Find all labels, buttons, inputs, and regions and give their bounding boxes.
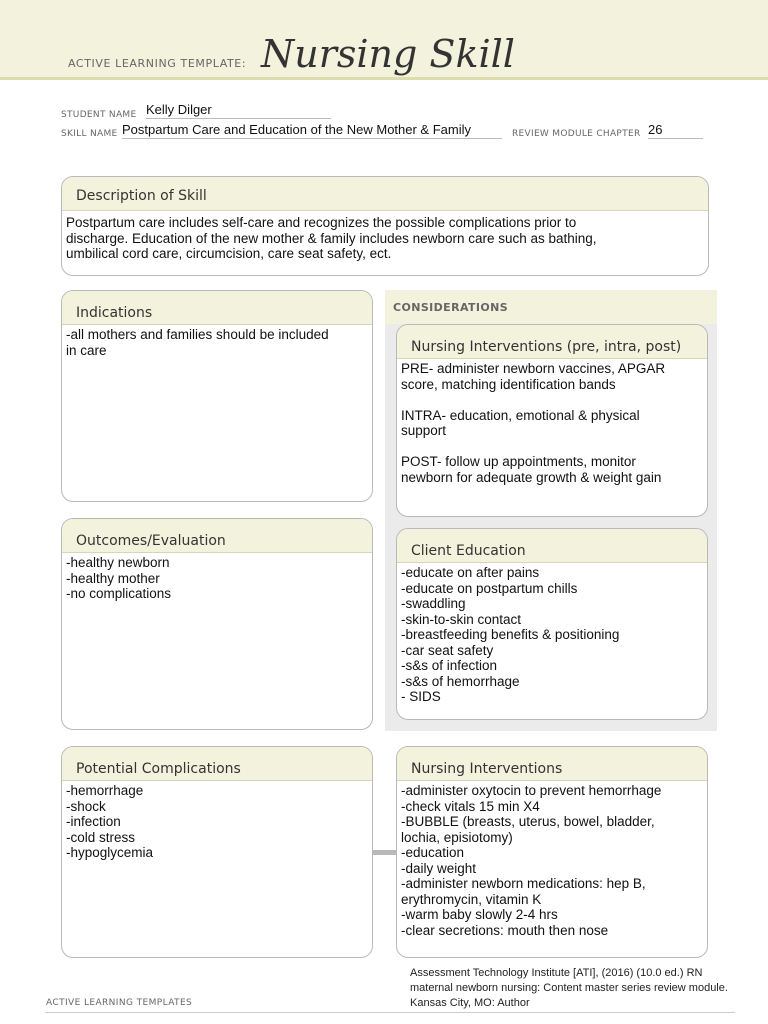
client-education-box — [396, 528, 708, 720]
considerations-label: CONSIDERATIONS — [393, 301, 509, 314]
client-education-title: Client Education — [397, 529, 707, 563]
nursing-interventions-text[interactable]: -administer oxytocin to prevent hemorrhage -check vitals 15 min X4 -BUBBLE (breasts, uterus, bowel, bladder, lochia, episiotomy) -education -daily weight -administer newborn medications: hep B, erythromycin, vitamin K -warm baby slowly 2-4 hrs -clear secretions: mouth then nose — [401, 783, 662, 938]
outcomes-text[interactable]: -healthy newborn -healthy mother -no complications — [66, 555, 172, 601]
page-title: Nursing Skill — [261, 32, 515, 76]
review-module-field[interactable]: 26 — [648, 122, 703, 139]
description-title: Description of Skill — [62, 177, 708, 211]
skill-name-field[interactable]: Postpartum Care and Education of the New Mother & Family — [122, 122, 502, 139]
outcomes-box — [61, 518, 373, 730]
nursing-interventions-ppp-box — [396, 324, 708, 517]
footer-label: ACTIVE LEARNING TEMPLATES — [46, 998, 193, 1008]
student-name-field[interactable]: Kelly Dilger — [146, 102, 331, 119]
description-text[interactable]: Postpartum care includes self-care and recognizes the possible complications prior to discharge. Education of the new mother & family includes newborn care such as bathing, umbilical cord care, circumcision, care seat safety, ect. — [66, 215, 597, 261]
nursing-interventions-ppp-title: Nursing Interventions (pre, intra, post) — [397, 325, 707, 359]
review-module-label: REVIEW MODULE CHAPTER — [512, 129, 641, 139]
nursing-interventions-box — [396, 746, 708, 958]
potential-complications-text[interactable]: -hemorrhage -shock -infection -cold stress -hypoglycemia — [66, 783, 154, 860]
indications-text[interactable]: -all mothers and families should be included in care — [66, 327, 329, 358]
nursing-interventions-ppp-text[interactable]: PRE- administer newborn vaccines, APGAR score, matching identification bands INTRA- education, emotional & physical support POST- follow up appointments, monitor newborn for adequate growth & weight gain — [401, 361, 666, 485]
citation-text: Assessment Technology Institute [ATI], (2016) (10.0 ed.) RN maternal newborn nursing: Content master series review module. Kansas City, MO: Author — [410, 967, 728, 1009]
template-label: ACTIVE LEARNING TEMPLATE: — [68, 57, 247, 70]
client-education-text[interactable]: -educate on after pains -educate on postpartum chills -swaddling -skin-to-skin contact -breastfeeding benefits & positioning -car seat safety -s&s of infection -s&s of hemorrhage - SIDS — [401, 565, 620, 704]
description-box — [61, 176, 709, 276]
outcomes-title: Outcomes/Evaluation — [62, 519, 372, 553]
indications-title: Indications — [62, 291, 372, 325]
connector-bar — [373, 850, 397, 855]
footer-divider — [45, 1012, 735, 1013]
nursing-interventions-title: Nursing Interventions — [397, 747, 707, 781]
potential-complications-title: Potential Complications — [62, 747, 372, 781]
indications-box — [61, 290, 373, 502]
student-name-label: STUDENT NAME — [61, 110, 137, 120]
skill-name-label: SKILL NAME — [61, 129, 118, 139]
potential-complications-box — [61, 746, 373, 958]
